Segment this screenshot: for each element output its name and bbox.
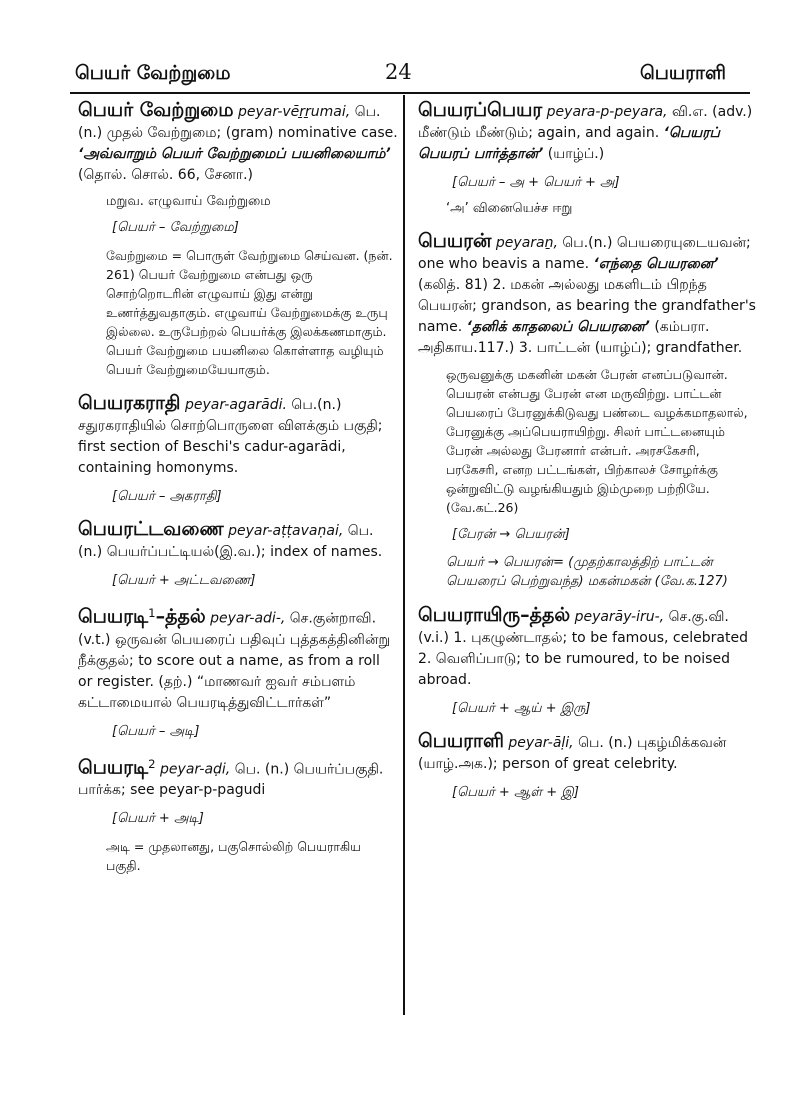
transliteration: peyara-p-peyara, (546, 104, 668, 120)
headword: பெயராயிரு (418, 604, 521, 626)
etymology: [பெயர் + ஆள் + இ] (452, 785, 580, 800)
part-of-speech: பெ. (n.) (234, 761, 290, 778)
headword-suffix: –த்தல் (520, 604, 571, 626)
left-column (78, 100, 398, 889)
part-of-speech: பெ. (n.) (78, 523, 374, 560)
transliteration: peyar-adi-, (210, 610, 286, 627)
transliteration: peyarāy-iru-, (574, 609, 665, 625)
etymology: [பெயர் – அ + பெயர் + அ] (452, 175, 620, 190)
usage-note: அடி = முதலானது, பகுசொல்லிற் பெயராகிய பகுதி. (106, 839, 361, 874)
definition: 2. மகன் அல்லது மகளிடம் பிறந்த பெயரன்; grandson, as bearing the grandfather's name. (418, 277, 756, 335)
quotation: ‘அவ்வாறும் பெயர் வேற்றுமைப் பயனிலையாம்’ (78, 146, 391, 162)
header-rule (70, 92, 750, 94)
dictionary-entry (78, 393, 398, 505)
part-of-speech: பெ.(n.) (78, 104, 381, 141)
definition: 1. புகழுண்டாதல்; to be famous, celebrated 2. வெளிப்பாடு; to be rumoured, to be noised abroad. (418, 630, 748, 688)
etymology: [பெயர் – அகராதி] (112, 489, 222, 504)
part-of-speech: பெ.(n.) (291, 397, 342, 413)
transliteration: peyar-āḷi, (508, 735, 574, 751)
part-of-speech: பெ.(n.) (562, 235, 613, 251)
headword: பெயரகராதி (78, 392, 181, 414)
transliteration: peyar-aḍi, (160, 761, 231, 778)
etymology-note: பெயர் → பெயரன்= (முதற்காலத்திற் பாட்டன் பெயரைப் பெற்றுவந்த) மகன்மகன் (வே.க.127) (446, 555, 728, 589)
dictionary-entry (418, 231, 756, 591)
citation: (கம்பரா. அதிகாய.117.) (418, 319, 710, 356)
part-of-speech: செ.கு.வி. (v.i.) (418, 609, 729, 646)
etymology: [பெயர் + அட்டவணை] (112, 573, 256, 588)
part-of-speech: பெ. (n.) (578, 735, 633, 751)
dictionary-entry (418, 605, 756, 717)
usage-note: வேற்றுமை = பொருள் வேற்றுமை செய்வன. (நன். 261) பெயர் வேற்றுமை என்பது ஒரு சொற்றொடரின் எழுவாய் இது என்று உணர்த்துவதாகும். எழுவாய் வேற்றுமைக்கு உருபு இல்லை. உருபேற்றல் பெயர்க்கு இலக்கணமாகும். பெயர் வேற்றுமை பயனிலை கொள்ளாத வழியும் பெயர் வேற்றுமையேயாகும். (106, 248, 393, 377)
dictionary-entry (78, 603, 398, 740)
headword: பெயரப்பெயர (418, 99, 543, 121)
definition: சதுரகராதியில் சொற்பொருளை விளக்கும் பகுதி; first section of Beschi's cadur-agarādi, containing homonyms. (78, 418, 383, 476)
headword: பெயரன் (418, 230, 492, 252)
definition: பெயர்ப்பட்டியல்(இ.வ.); index of names. (106, 544, 383, 560)
etymology: [பெயர் – வேற்றுமை] (112, 220, 239, 235)
quotation: ‘தனிக் காதலைப் பெயரனை’ (466, 319, 650, 335)
part-of-speech: வி.எ. (adv.) (671, 104, 753, 120)
headword: பெயராளி (418, 730, 504, 752)
homonym-number: 1 (148, 606, 156, 620)
transliteration: peyar-aṭṭavaṇai, (228, 523, 344, 539)
definition: பெயரையுடையவன்; one who beavis a name. (418, 235, 751, 272)
citation: (தொல். சொல். 66, சேனா.) (78, 167, 254, 183)
dictionary-entry (418, 100, 756, 217)
homonym-number: 2 (148, 756, 156, 771)
etymology: [பெயர் + அடி] (112, 811, 204, 827)
dictionary-entry (418, 731, 756, 801)
dictionary-entry (78, 519, 398, 589)
column-divider (403, 95, 405, 1015)
definition: மீண்டும் மீண்டும்; again, and again. (418, 125, 660, 141)
page-number: 24 (385, 60, 412, 84)
right-column (418, 100, 756, 815)
etymology: [பெயர் + ஆய் + இரு] (452, 701, 591, 716)
page-header (0, 0, 800, 95)
running-head-right: பெயராளி (640, 62, 726, 84)
transliteration: peyar-vēṟṟumai, (237, 104, 351, 120)
synonym-note: மறுவ. எழுவாய் வேற்றுமை (106, 194, 271, 209)
quotation: ‘பெயரப் பெயரப் பார்த்தான்’ (418, 125, 720, 162)
grammar-note: ‘அ’ வினையெச்ச ஈறு (446, 201, 573, 216)
transliteration: peyar-agarādi. (184, 397, 287, 413)
headword: பெயர் வேற்றுமை (78, 99, 234, 121)
dictionary-entry (78, 100, 398, 379)
etymology: [பேரன் → பெயரன்] (452, 527, 570, 542)
usage-note: ஒருவனுக்கு மகனின் மகன் பேரன் எனப்படுவான். பெயரன் என்பது பேரன் என மருவிற்று. பாட்டன் பெயரைப் பேரனுக்கிடுவது பண்டை வழக்கமாதலால், பேரனுக்கு அப்பெயராயிற்று. சிலர் பாட்டனையும் பேரன் அல்லது பேரனார் என்பர். அரசகேசரி, பரகேசரி, எனற பட்டங்கள், பிற்காலச் சோழர்க்கு ஒன்றுவிட்டு வழங்கியதும் இம்முறை பற்றியே. (வே.கட்.26) (446, 367, 748, 515)
definition: பெயர்ப்பகுதி. பார்க்க; see peyar-p-pagudi (78, 761, 384, 799)
definition: ஒருவன் பெயரைப் பதிவுப் புத்தகத்தினின்று நீக்குதல்; to score out a name, as from a roll or register. (தற்.) “மாணவர் ஐவர் சம்பளம் கட்டாமையால் பெயரடித்துவிட்டார்கள்” (78, 631, 391, 711)
running-head-left: பெயர் வேற்றுமை (75, 62, 231, 84)
headword-suffix: –த்தல் (155, 605, 206, 628)
citation: (யாழ்ப்.) (547, 146, 605, 162)
definition: முதல் வேற்றுமை; (gram) nominative case. (106, 125, 398, 141)
definition: 3. பாட்டன் (யாழ்ப்); grandfather. (518, 340, 743, 356)
dictionary-entry (78, 754, 398, 876)
quotation: ‘எந்தை பெயரனை’ (593, 256, 719, 272)
etymology: [பெயர் – அடி] (112, 723, 200, 739)
headword: பெயரடி (78, 605, 149, 628)
headword: பெயரட்டவணை (78, 518, 224, 540)
definition: புகழ்மிக்கவன் (யாழ்.அக.); person of great celebrity. (418, 735, 727, 772)
headword: பெயரடி (78, 756, 149, 779)
transliteration: peyaraṉ, (495, 235, 558, 251)
part-of-speech: செ.குன்றாவி. (v.t.) (78, 610, 377, 648)
citation: (கலித். 81) (418, 277, 488, 293)
